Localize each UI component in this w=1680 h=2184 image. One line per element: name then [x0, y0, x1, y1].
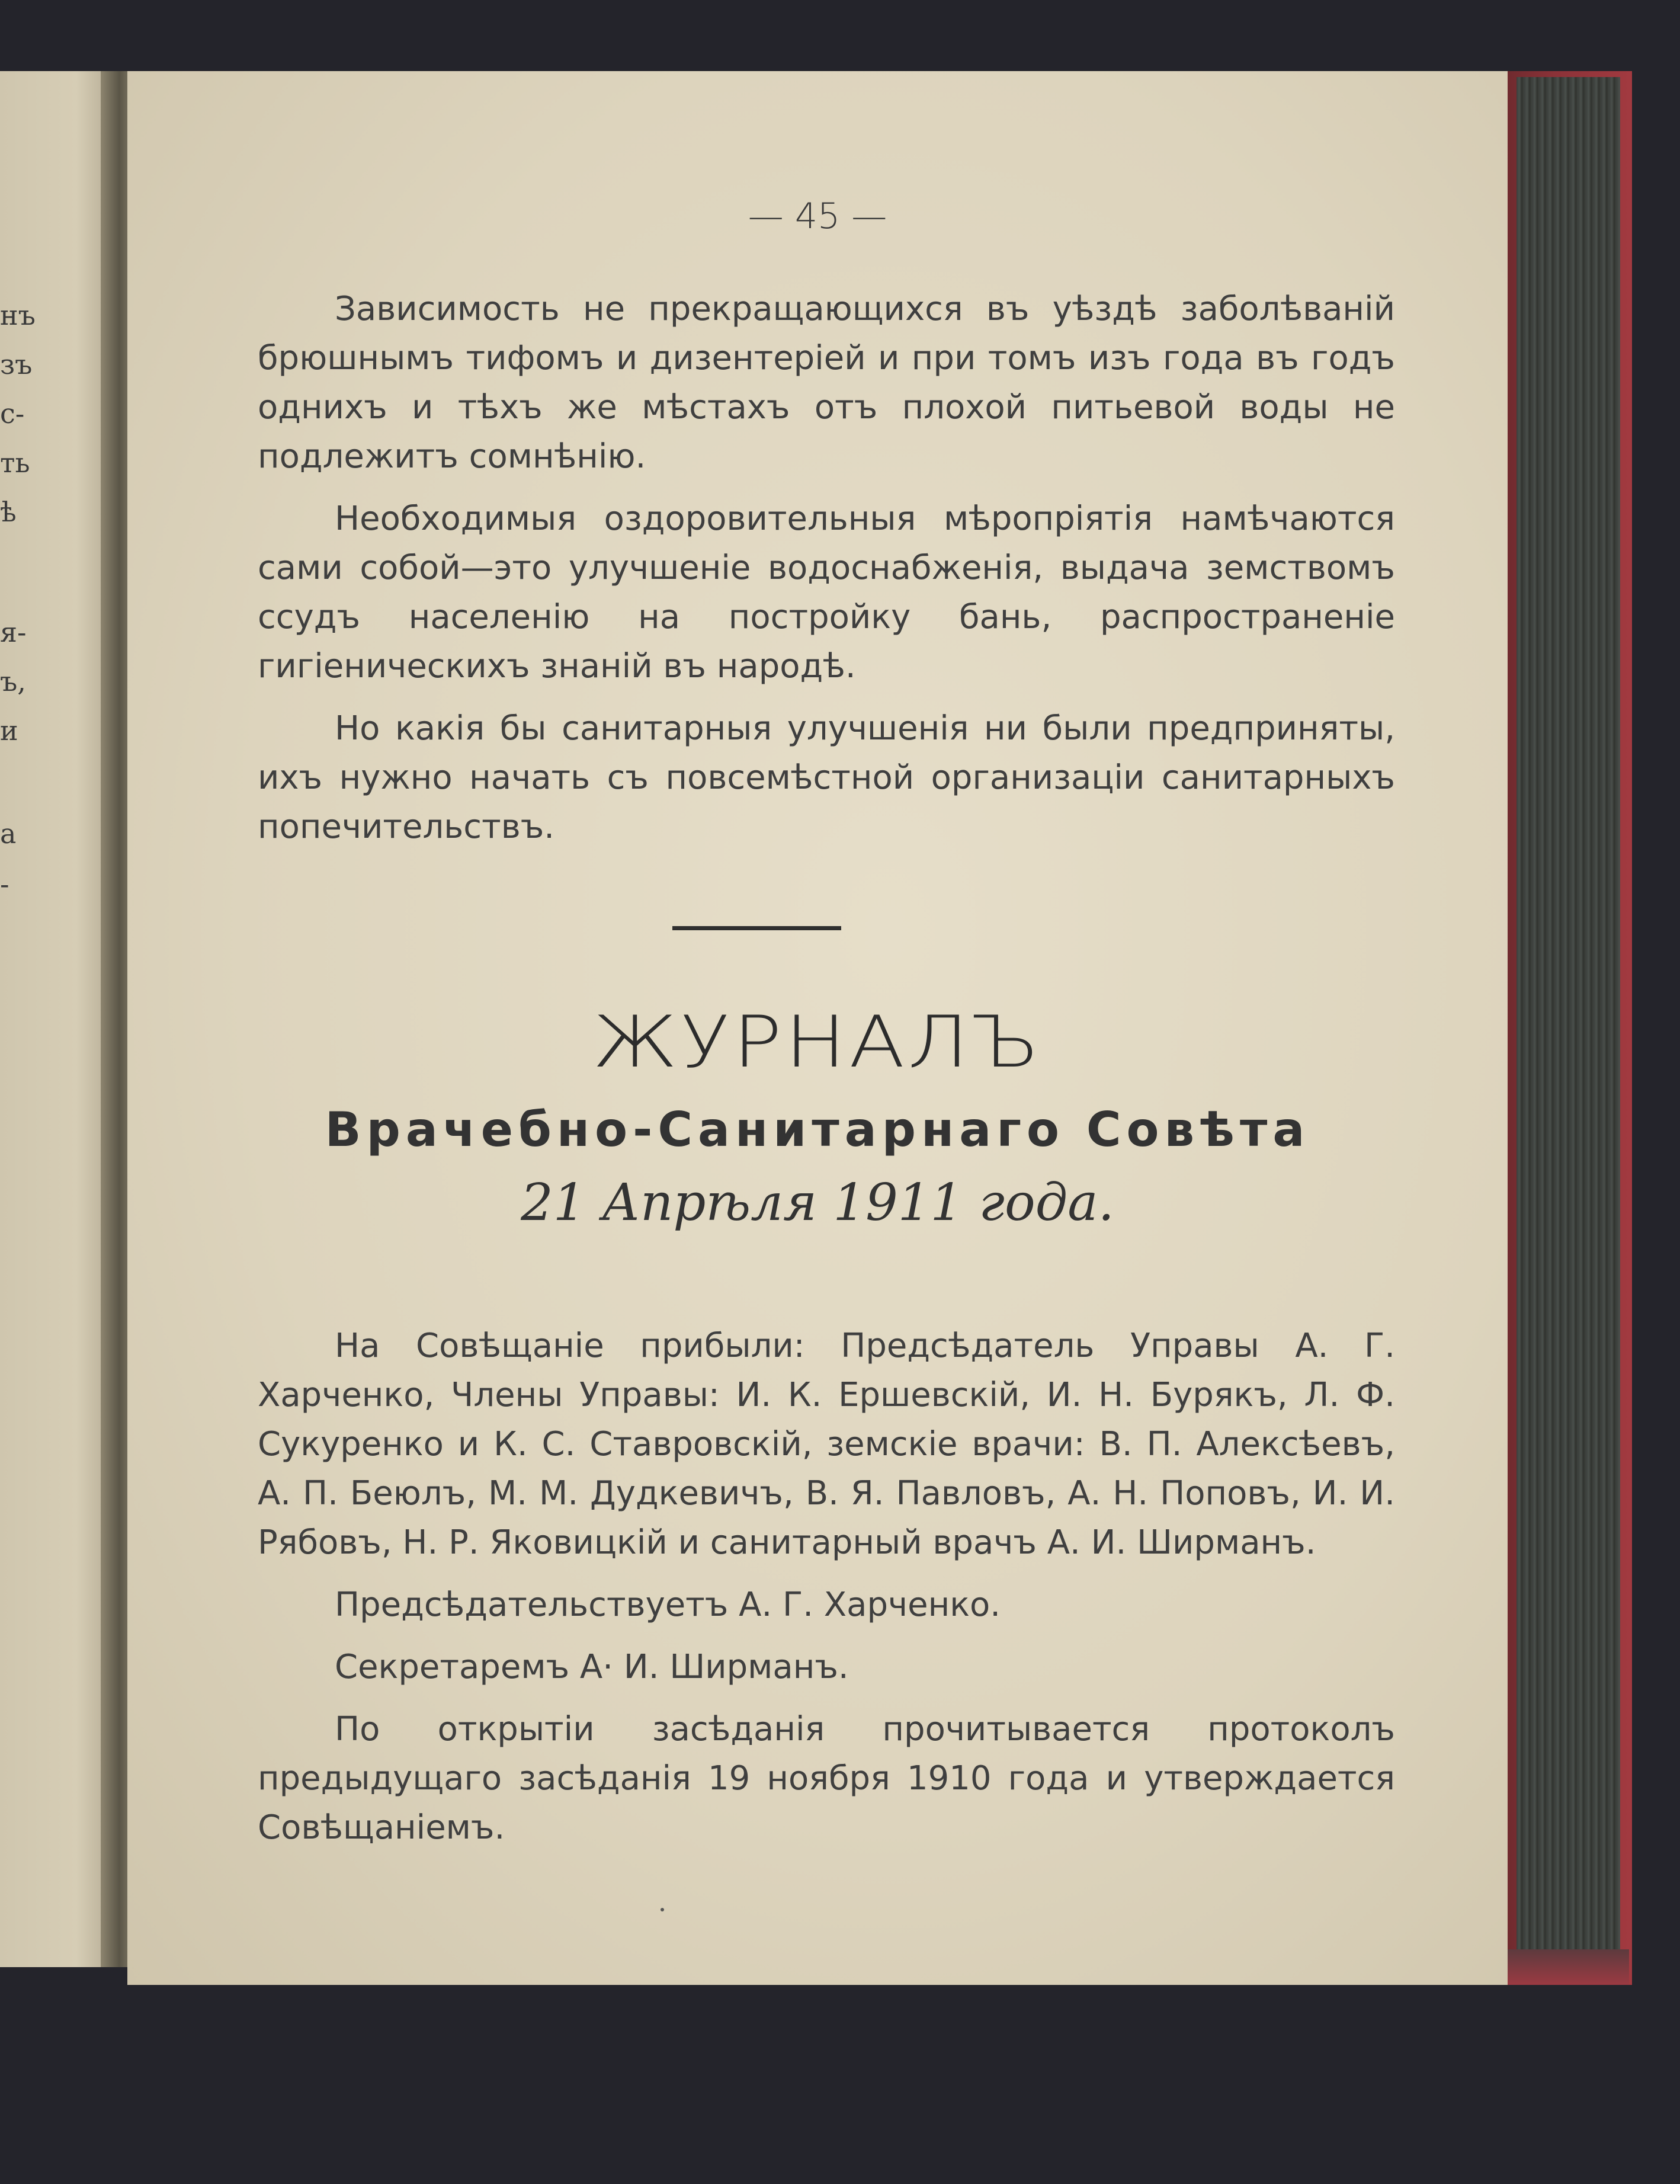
- left-fragment: с-: [0, 398, 25, 430]
- page-number: — 45 —: [748, 196, 887, 237]
- left-fragment: а: [0, 818, 17, 850]
- paragraph: Зависимость не прекращающихся въ уѣздѣ заболѣваній брюшнымъ тифомъ и дизентеріей и при томъ изъ года въ годъ однихъ и тѣхъ же мѣстахъ отъ плохой питьевой воды не подлежитъ сомнѣнію.: [258, 290, 1395, 476]
- journal-title: ЖУРНАЛЪ: [592, 1001, 1043, 1084]
- left-fragment: зъ: [0, 348, 33, 380]
- left-fragment: я-: [0, 616, 27, 648]
- meeting-text: [258, 1321, 1395, 1865]
- left-fragment: -: [0, 868, 9, 900]
- paragraph: Предсѣдательствуетъ А. Г. Харченко.: [335, 1586, 1001, 1624]
- paragraph: Секретаремъ А· И. Ширманъ.: [335, 1648, 849, 1686]
- paragraph: Необходимыя оздоровительныя мѣропріятія намѣчаются сами собой—это улучшеніе водоснабженія, выдача земствомъ ссудъ населенію на постройку бань, распространеніе гигіеническихъ знаній въ народѣ.: [258, 499, 1395, 686]
- left-fragment: и: [0, 715, 18, 747]
- paragraph: На Совѣщаніе прибыли: Предсѣдатель Управы А. Г. Харченко, Члены Управы: И. К. Ершевскій, И. Н. Бурякъ, Л. Ф. Сукуренко и К. С. Ставровскій, земскіе врачи: В. П. Алексѣевъ, А. П. Беюлъ, М. М. Дудкевичъ, В. Я. Павловъ, А. Н. Поповъ, И. И. Рябовъ, Н. Р. Яковицкій и санитарный врачъ А. И. Ширманъ.: [258, 1327, 1395, 1562]
- left-fragment: ть: [0, 447, 30, 479]
- journal-date: 21 Апрѣля 1911 года.: [521, 1173, 1114, 1232]
- paragraph: Но какія бы санитарныя улучшенія ни были предприняты, ихъ нужно начать съ повсемѣстной организаціи санитарныхъ попечительствъ.: [258, 709, 1395, 846]
- book-page: [127, 71, 1508, 1985]
- section-divider: [672, 926, 841, 930]
- left-fragment: нъ: [0, 299, 36, 331]
- paragraph: По открытіи засѣданія прочитывается протоколъ предыдущаго засѣданія 19 ноября 1910 года и утверждается Совѣщаніемъ.: [258, 1710, 1395, 1847]
- ink-speck: [661, 1908, 664, 1911]
- left-fragment: ъ,: [0, 665, 26, 697]
- journal-subtitle: Врачебно-Санитарнаго Совѣта: [325, 1102, 1310, 1157]
- section-text: [258, 284, 1395, 864]
- left-fragment: ѣ: [0, 496, 17, 528]
